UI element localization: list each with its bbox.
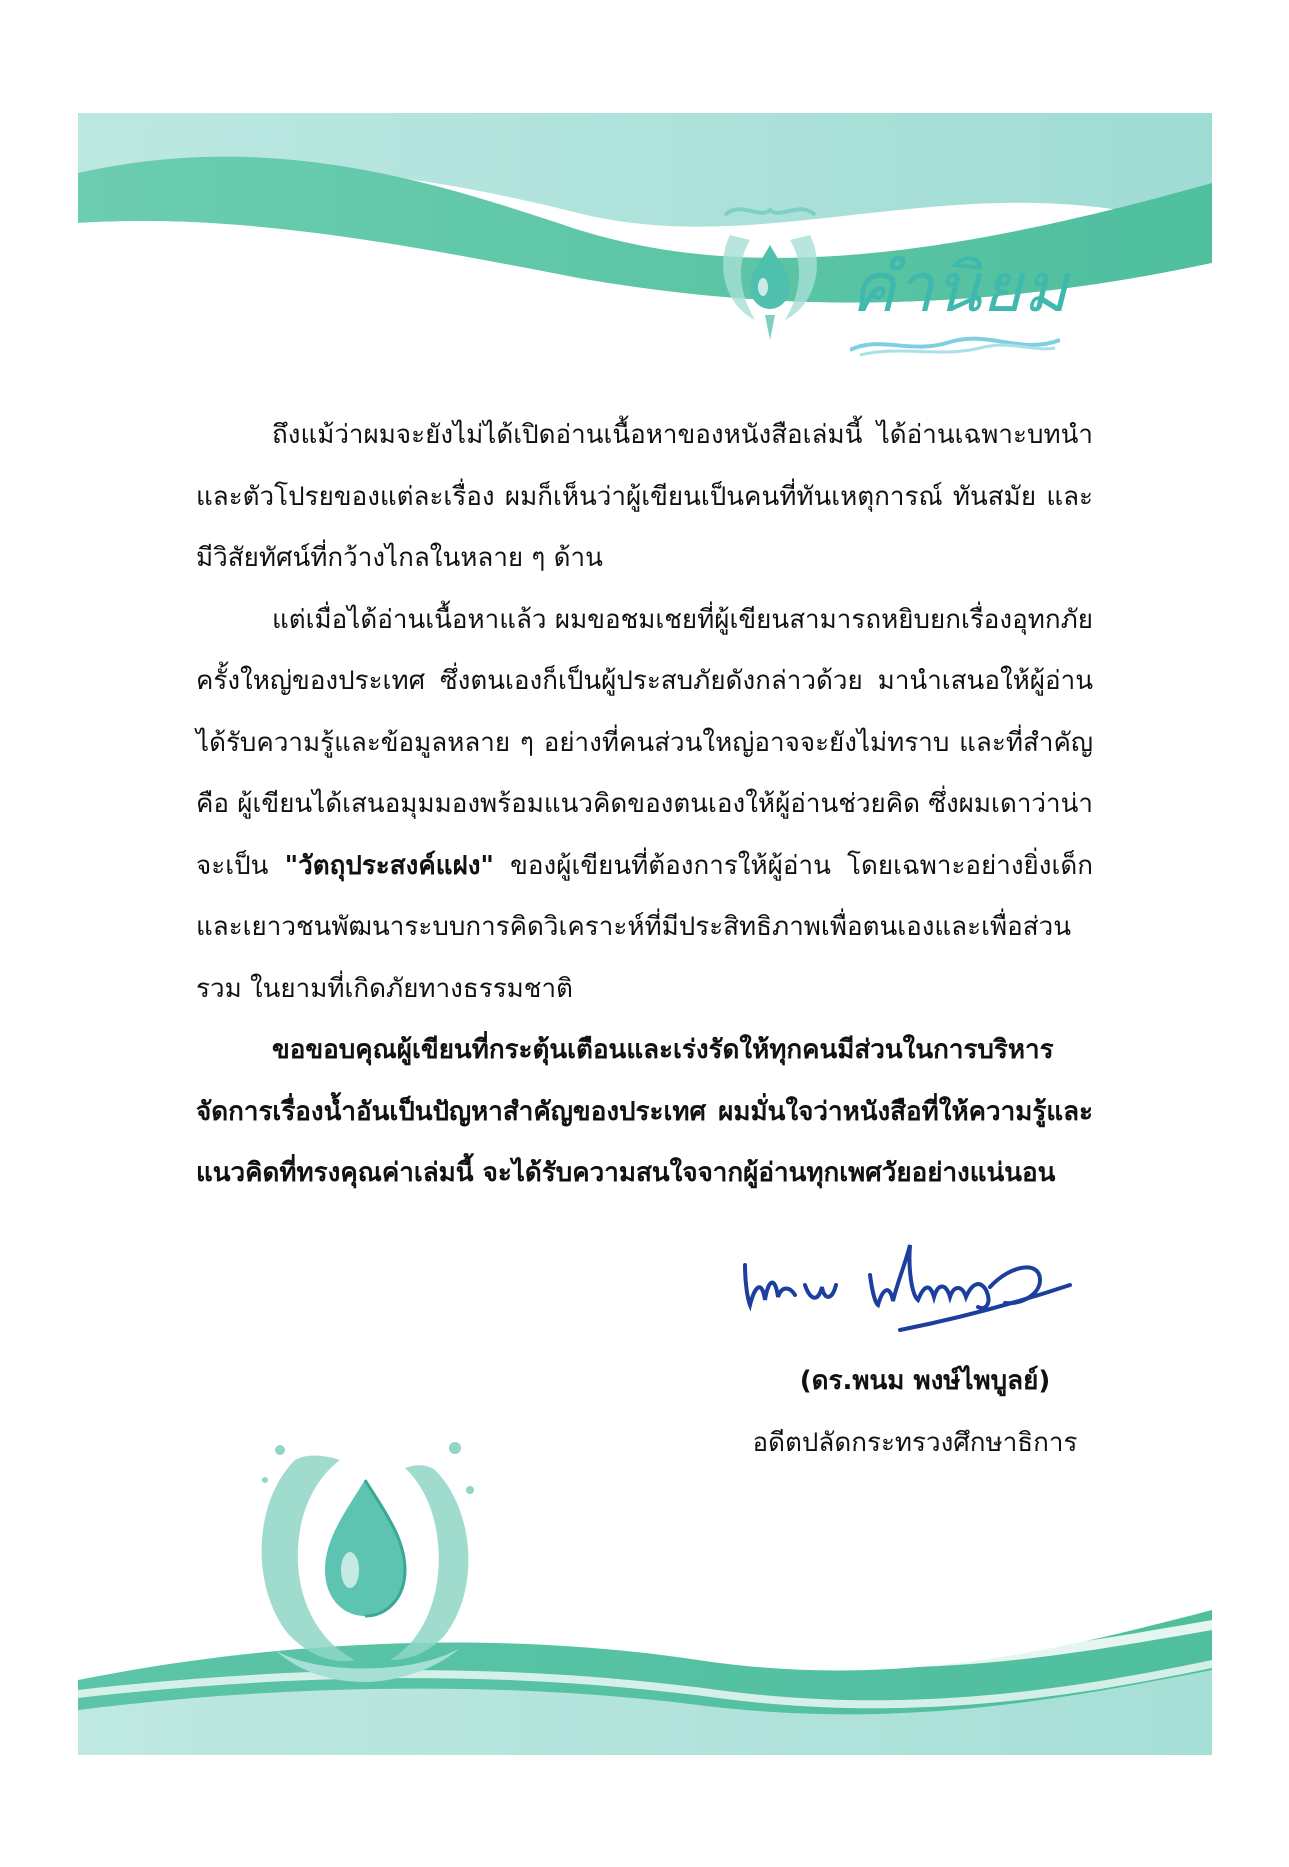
paragraph-2	[196, 590, 1093, 1021]
paragraph-1: ถึงแม้ว่าผมจะยังไม่ได้เปิดอ่านเนื้อหาของหนังสือเล่มนี้ ได้อ่านเฉพาะบทนำและตัวโปรยของแต่ละเรื่อง ผมก็เห็นว่าผู้เขียนเป็นคนที่ทันเหตุการณ์ ทันสมัย และมีวิสัยทัศน์ที่กว้างไกลในหลาย ๆ ด้าน	[196, 420, 1093, 573]
water-splash-icon	[245, 1420, 485, 1690]
signature-graphic	[740, 1225, 1090, 1345]
water-splash-icon	[850, 330, 1060, 360]
foreword-body	[196, 405, 1093, 1205]
paragraph-2-text-a: แต่เมื่อได้อ่านเนื้อหาแล้ว ผมขอชมเชยที่ผู้เขียนสามารถหยิบยกเรื่องอุทกภัยครั้งใหญ่ของประเทศ ซึ่งตนเองก็เป็นผู้ประสบภัยดังกล่าวด้วย มานำเสนอให้ผู้อ่านได้รับความรู้และข้อมูลหลาย ๆ อย่างที่คนส่วนใหญ่อาจจะยังไม่ทราบ และที่สำคัญคือ ผู้เขียนได้เสนอมุมมองพร้อมแนวคิดของตนเองให้ผู้อ่านช่วยคิด ซึ่งผมเดาว่าน่าจะเป็น	[196, 604, 1093, 881]
paragraph-2-text-b: ของผู้เขียนที่ต้องการให้ผู้อ่าน โดยเฉพาะอย่างยิ่งเด็กและเยาวชนพัฒนาระบบการคิดวิเคราะห์ที่มีประสิทธิภาพเพื่อตนเองและเพื่อส่วนรวม ในยามที่เกิดภัยทางธรรมชาติ	[196, 850, 1093, 1004]
water-drop-icon	[710, 195, 830, 345]
paragraph-2-emphasis: "วัตถุประสงค์แฝง"	[284, 850, 494, 881]
paragraph-3: ขอขอบคุณผู้เขียนที่กระตุ้นเตือนและเร่งรัดให้ทุกคนมีส่วนในการบริหารจัดการเรื่องน้ำอันเป็นปัญหาสำคัญของประเทศ ผมมั่นใจว่าหนังสือที่ให้ความรู้และแนวคิดที่ทรงคุณค่าเล่มนี้ จะได้รับความสนใจจากผู้อ่านทุกเพศวัยอย่างแน่นอน	[196, 1035, 1093, 1188]
signer-title: อดีตปลัดกระทรวงศึกษาธิการ	[752, 1428, 1078, 1458]
page-title: คำนิยม	[850, 249, 1069, 328]
signer-name: (ดร.พนม พงษ์ไพบูลย์)	[799, 1366, 1051, 1396]
